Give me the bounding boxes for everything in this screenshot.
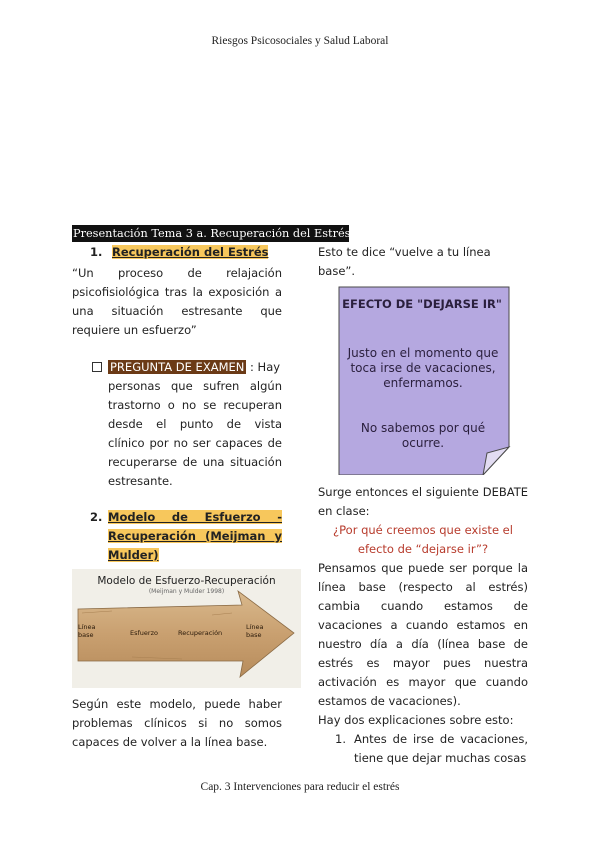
figure-label-baseline-2: Línea base [246,623,264,639]
section-2-number: 2. [90,510,103,524]
figure-title: Modelo de Esfuerzo-Recuperación [97,575,276,587]
explanation-list [318,730,528,768]
figure-subtitle: (Meijman y Mulder 1998) [148,588,225,595]
sticky-note-title: EFECTO DE "DEJARSE IR" [342,297,502,311]
section-2-heading [90,508,282,565]
list-item-number: 1. [335,732,346,746]
sticky-note-body: Justo en el momento que toca irse de vacaciones, enfermamos. [347,346,499,390]
sticky-note [337,283,514,475]
exam-question-block [92,358,282,491]
sticky-note-body-2: No sabemos por qué ocurre. [360,421,486,450]
section-title: Presentación Tema 3 a. Recuperación del Estrés [73,227,351,240]
section-1-label: Recuperación del Estrés [112,245,269,259]
model-explanation: Según este modelo, puede haber problemas clínicos si no somos capaces de volver a la línea base. [72,697,282,749]
definition-quote: “Un proceso de relajación psicofisiológica tras la exposición a una situación estresante que requiere un esfuerzo” [72,266,282,337]
effort-recovery-figure [72,569,301,688]
exam-label: PREGUNTA DE EXAMEN [110,360,245,374]
exam-text-first: : Hay [250,360,281,374]
debate-explanation: Pensamos que puede ser porque la línea base (respecto al estrés) cambia cuando estamos de vacaciones a cuando estamos en nuestro día a día (línea base de estrés es mayor pues nuestra activación es mayor que cuando estamos de vacaciones). [318,561,528,708]
two-explanations: Hay dos explicaciones sobre esto: [318,713,514,727]
checkbox-icon[interactable] [92,362,102,372]
exam-text: personas que sufren algún trastorno o no se recuperan desde el punto de vista clínico por no ser capaces de recuperarse de una situación estresante. [108,379,282,488]
debate-question: ¿Por qué creemos que existe el efecto de “dejarse ir”? [333,523,513,556]
figure-label-baseline-1: Línea base [78,623,96,639]
page-header: Riesgos Psicosociales y Salud Laboral [211,35,389,47]
list-item-text: Antes de irse de vacaciones, tiene que dejar muchas cosas [354,732,528,765]
section-1-heading [72,243,282,262]
section-2-label: Modelo de Esfuerzo - Recuperación (Meijman y Mulder) [108,510,282,562]
page-footer: Cap. 3 Intervenciones para reducir el estrés [200,781,400,793]
baseline-intro: Esto te dice “vuelve a tu línea base”. [318,245,491,278]
figure-label-recovery: Recuperación [178,629,223,637]
section-1-number: 1. [90,245,103,259]
figure-label-effort: Esfuerzo [130,629,158,637]
debate-intro: Surge entonces el siguiente DEBATE en clase: [318,485,528,518]
